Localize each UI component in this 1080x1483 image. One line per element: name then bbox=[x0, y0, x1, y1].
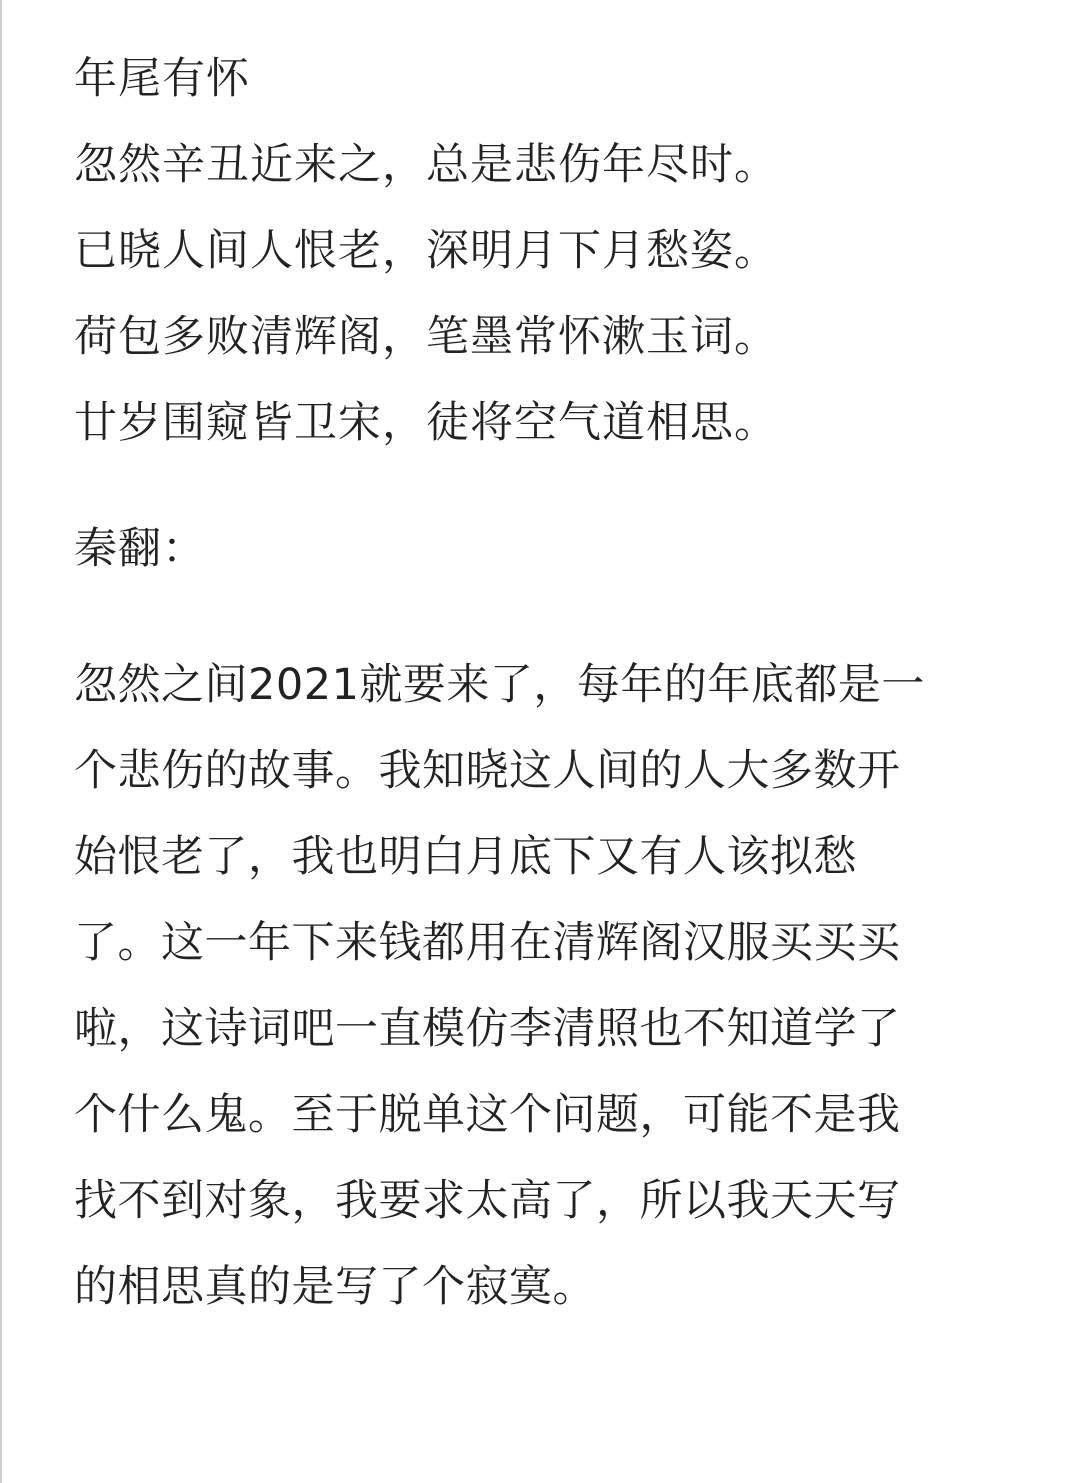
paragraph-line: 个什么鬼。至于脱单这个问题，可能不是我 bbox=[74, 1090, 901, 1140]
translation-paragraph bbox=[74, 642, 1004, 1330]
paragraph-line: 啦，这诗词吧一直模仿李清照也不知道学了 bbox=[74, 1004, 901, 1054]
paragraph-line: 找不到对象，我要求太高了，所以我天天写 bbox=[74, 1176, 901, 1226]
poem-line: 荷包多败清辉阁，笔墨常怀漱玉词。 bbox=[74, 312, 778, 362]
paragraph-line: 的相思真的是写了个寂寞。 bbox=[74, 1262, 596, 1312]
paragraph-line: 个悲伤的故事。我知晓这人间的人大多数开 bbox=[74, 746, 901, 796]
paragraph-line: 忽然之间2021就要来了，每年的年底都是一 bbox=[74, 660, 925, 710]
poem-line: 忽然辛丑近来之，总是悲伤年尽时。 bbox=[74, 140, 778, 190]
left-border bbox=[0, 0, 2, 1483]
paragraph-line: 了。这一年下来钱都用在清辉阁汉服买买买 bbox=[74, 918, 901, 968]
poem-body bbox=[74, 122, 1004, 466]
translator-label: 秦翻： bbox=[74, 524, 206, 574]
poem-title: 年尾有怀 bbox=[74, 54, 250, 104]
poem-line: 廿岁围窥皆卫宋，徒将空气道相思。 bbox=[74, 398, 778, 448]
note-content bbox=[74, 36, 1004, 1330]
paragraph-line: 始恨老了，我也明白月底下又有人该拟愁 bbox=[74, 832, 857, 882]
poem-line: 已晓人间人恨老，深明月下月愁姿。 bbox=[74, 226, 778, 276]
